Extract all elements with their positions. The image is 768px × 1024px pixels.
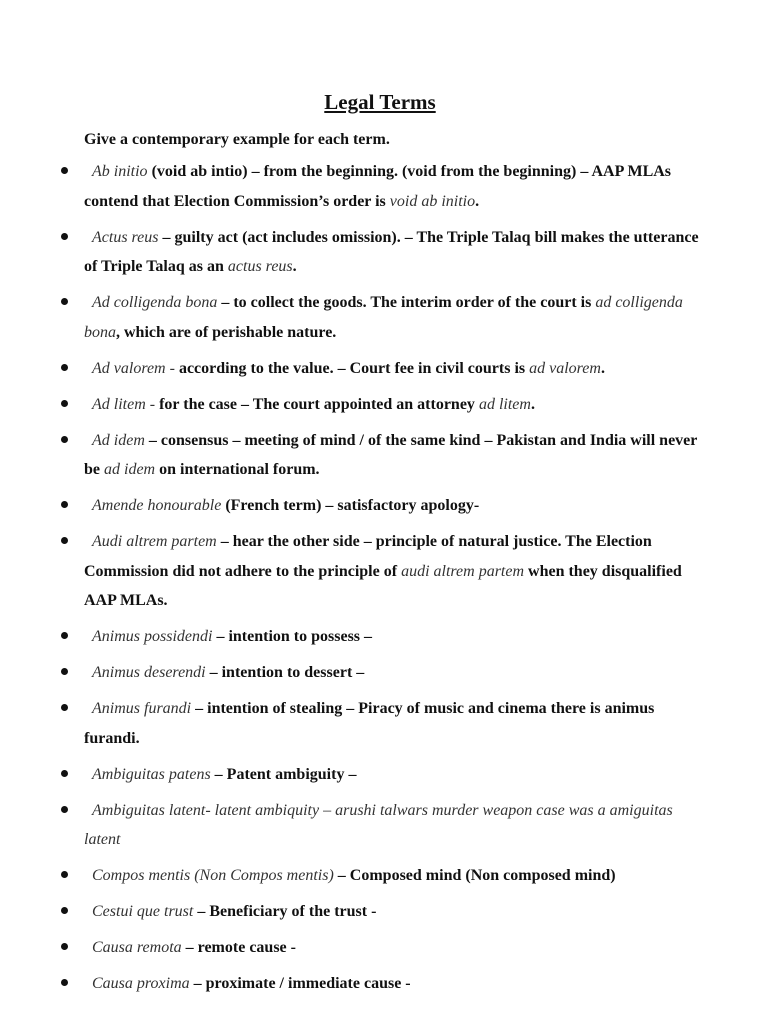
bullet-icon xyxy=(61,298,68,305)
list-item xyxy=(0,622,700,652)
term-name: Ambiguitas latent- latent ambiquity – arushi talwars murder weapon case was a amiguitas latent xyxy=(84,801,673,848)
term-example: ad colligenda bona xyxy=(84,294,683,341)
term-note: – consensus – meeting of mind / of the same kind – Pakistan and India will never be xyxy=(84,431,698,478)
term-name: Animus furandi xyxy=(92,700,192,717)
list-item xyxy=(0,426,700,485)
bullet-icon xyxy=(61,806,68,813)
term-example: audi altrem partem xyxy=(401,562,525,580)
list-item xyxy=(0,288,700,347)
term-name: Ambiguitas patens xyxy=(92,765,211,783)
term-after: , which are of perishable nature. xyxy=(116,323,337,341)
term-example: ad litem xyxy=(478,395,531,413)
term-after: when they disqualified AAP MLAs. xyxy=(84,562,682,609)
bullet-icon xyxy=(61,943,68,950)
term-after: . xyxy=(292,258,297,275)
terms-list xyxy=(0,157,700,1005)
term-note: according to the value. – Court fee in civil courts is xyxy=(174,359,530,377)
term-name: Compos mentis (Non Compos mentis) xyxy=(92,867,334,884)
term-name: Causa proxima xyxy=(92,975,190,992)
term-entry xyxy=(84,426,700,485)
term-name: Animus deserendi xyxy=(92,664,206,681)
term-entry xyxy=(84,390,700,420)
term-entry xyxy=(84,288,700,347)
term-name: Audi altrem partem xyxy=(92,533,217,550)
bullet-icon xyxy=(61,537,68,544)
list-item xyxy=(0,223,700,282)
term-entry xyxy=(84,223,700,282)
intro-text: Give a contemporary example for each term. xyxy=(84,131,390,148)
term-note: (void ab intio) – from the beginning. (void from the beginning) – AAP MLAs contend that Election Commission’s order is xyxy=(84,163,672,210)
term-name: Causa remota xyxy=(92,939,182,956)
term-name: Actus reus xyxy=(92,228,159,246)
term-entry xyxy=(84,491,700,521)
term-entry xyxy=(84,157,700,216)
list-item xyxy=(0,861,700,891)
term-entry xyxy=(84,527,700,616)
term-entry xyxy=(84,861,700,891)
term-entry xyxy=(84,796,700,855)
page-title: Legal Terms xyxy=(324,90,436,114)
list-item xyxy=(0,157,700,216)
term-name: Ad litem - xyxy=(92,395,156,413)
term-name: Animus possidendi xyxy=(92,628,213,645)
list-item xyxy=(0,491,700,521)
term-name: Ab initio xyxy=(92,163,148,180)
term-entry xyxy=(84,969,700,999)
term-note: – Beneficiary of the trust - xyxy=(193,903,377,920)
term-entry xyxy=(84,658,700,688)
term-example: actus reus xyxy=(227,258,293,275)
bullet-icon xyxy=(61,632,68,639)
bullet-icon xyxy=(61,501,68,508)
term-name: Amende honourable xyxy=(92,497,222,514)
bullet-icon xyxy=(61,979,68,986)
term-note: – Patent ambiguity – xyxy=(210,765,357,783)
bullet-icon xyxy=(61,704,68,711)
term-note: – intention of stealing – Piracy of music and cinema there is animus furandi. xyxy=(84,700,655,747)
term-note: – to collect the goods. The interim order of the court is xyxy=(217,294,596,311)
bullet-icon xyxy=(61,770,68,777)
bullet-icon xyxy=(61,436,68,443)
list-item xyxy=(0,658,700,688)
term-note: – hear the other side – principle of natural justice. The Election Commission did not adhere to the principle of xyxy=(84,533,652,580)
bullet-icon xyxy=(61,907,68,914)
term-name: Ad colligenda bona xyxy=(92,294,218,311)
term-entry xyxy=(84,354,700,384)
list-item xyxy=(0,933,700,963)
term-note: for the case – The court appointed an attorney xyxy=(155,395,479,413)
list-item xyxy=(0,527,700,616)
term-example: ad valorem xyxy=(529,359,601,377)
term-entry xyxy=(84,622,700,652)
term-entry xyxy=(84,933,700,963)
bullet-icon xyxy=(61,871,68,878)
list-item xyxy=(0,694,700,753)
bullet-icon xyxy=(61,400,68,407)
term-note: – Composed mind (Non composed mind) xyxy=(333,867,616,884)
list-item xyxy=(0,796,700,855)
term-note: – proximate / immediate cause - xyxy=(189,975,411,992)
term-name: Cestui que trust xyxy=(92,903,194,920)
term-name: Ad idem xyxy=(92,431,145,449)
list-item xyxy=(0,390,700,420)
term-after: . xyxy=(475,192,480,210)
term-note: – intention to possess – xyxy=(212,628,373,645)
bullet-icon xyxy=(61,668,68,675)
term-after: . xyxy=(530,395,535,413)
term-note: – remote cause - xyxy=(181,939,296,956)
term-example: void ab initio xyxy=(389,192,476,210)
list-item xyxy=(0,354,700,384)
term-entry xyxy=(84,694,700,753)
term-example: ad idem xyxy=(104,461,156,478)
term-note: (French term) – satisfactory apology- xyxy=(221,497,480,514)
list-item xyxy=(0,760,700,790)
bullet-icon xyxy=(61,233,68,240)
term-after: . xyxy=(600,359,605,377)
term-entry xyxy=(84,760,700,790)
bullet-icon xyxy=(61,364,68,371)
term-note: – guilty act (act includes omission). – The Triple Talaq bill makes the utterance of Triple Talaq as an xyxy=(84,228,699,275)
list-item xyxy=(0,897,700,927)
list-item xyxy=(0,969,700,999)
term-after: on international forum. xyxy=(155,461,320,478)
term-entry xyxy=(84,897,700,927)
term-note: – intention to dessert – xyxy=(205,664,365,681)
bullet-icon xyxy=(61,167,68,174)
term-name: Ad valorem - xyxy=(92,359,175,377)
